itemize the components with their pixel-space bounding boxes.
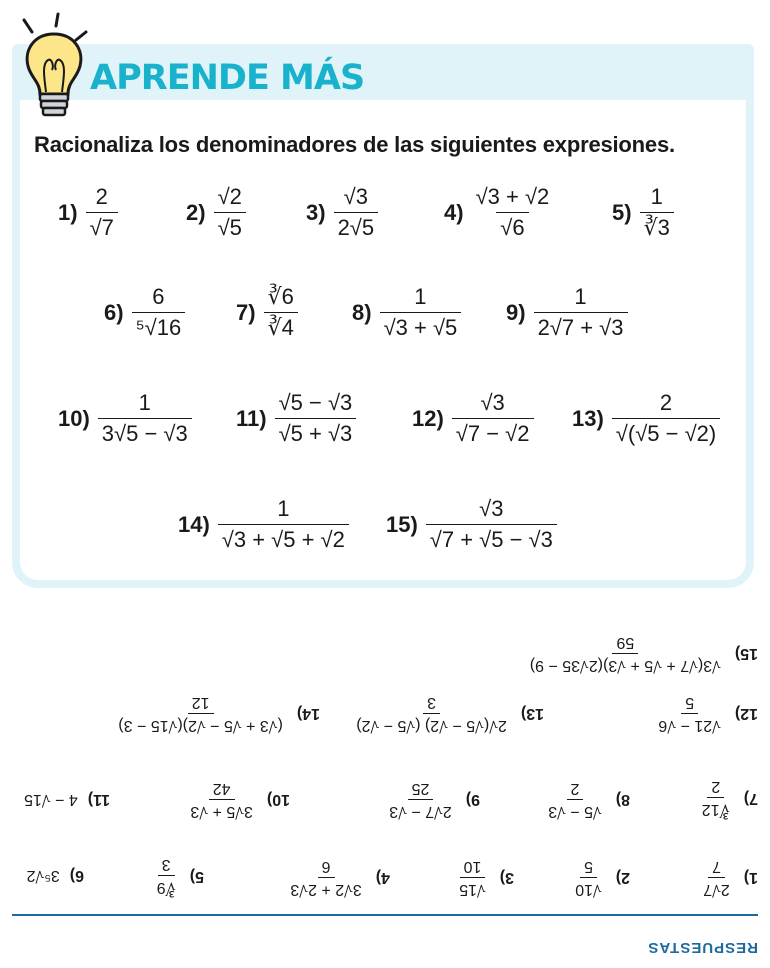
numerator: √3 <box>343 184 368 209</box>
denominator: √5 <box>214 212 246 241</box>
numerator: ∛6 <box>267 284 294 309</box>
fraction <box>98 390 192 447</box>
exercise-number: 9) <box>506 299 526 325</box>
numerator: √3 + √2 <box>475 184 550 209</box>
answer-9 <box>385 779 480 820</box>
exercise-4 <box>444 184 553 241</box>
fraction <box>534 284 628 341</box>
denominator: 25 <box>408 779 434 800</box>
fraction <box>654 693 725 734</box>
numerator: (√3 + √5 − √2)(√15 − 3) <box>118 717 283 734</box>
answer-number: 6) <box>69 867 84 884</box>
exercise-3 <box>306 184 378 241</box>
answer-6 <box>27 866 84 884</box>
numerator: 1 <box>650 184 663 209</box>
denominator: 5 <box>681 693 698 714</box>
answer-number: 14) <box>296 705 320 723</box>
denominator: √6 <box>496 212 528 241</box>
denominator: √3 + √5 + √2 <box>218 524 349 553</box>
numerator: √10 <box>575 881 602 898</box>
exercise-number: 1) <box>58 199 78 225</box>
answer-1 <box>699 857 758 898</box>
numerator: 2√7 <box>703 881 730 898</box>
fraction <box>426 496 557 553</box>
answer-10 <box>186 779 290 820</box>
numerator: 2√(√5 − √2) (√5 − √2) <box>356 717 507 734</box>
answer-14 <box>114 693 320 734</box>
denominator: √7 + √5 − √3 <box>426 524 557 553</box>
fraction <box>86 184 118 241</box>
answer-5 <box>153 855 204 898</box>
answer-number: 12) <box>734 705 758 723</box>
exercise-15 <box>386 496 557 553</box>
answer-number: 10) <box>266 791 290 809</box>
denominator: √7 <box>86 212 118 241</box>
numerator: √3 <box>480 390 505 415</box>
exercise-number: 12) <box>412 405 444 431</box>
answer-number: 2) <box>615 869 630 887</box>
instruction-text: Racionaliza los denominadores de las siguientes expresiones. <box>34 132 675 157</box>
answer-number: 3) <box>499 869 514 887</box>
answer-8 <box>544 779 630 820</box>
exercise-12 <box>412 390 534 447</box>
answer-number: 5) <box>189 868 204 886</box>
fraction <box>544 779 606 820</box>
answer-3 <box>455 857 514 898</box>
lightbulb-icon <box>14 12 94 122</box>
answer-4 <box>286 857 390 898</box>
numerator: 2√7 − √3 <box>389 803 452 820</box>
exercise-number: 14) <box>178 511 210 537</box>
numerator: 2 <box>95 184 108 209</box>
answer-2 <box>571 857 630 898</box>
denominator: ∛4 <box>264 312 298 341</box>
answer-number: 7) <box>743 790 758 808</box>
fraction <box>385 779 456 820</box>
denominator: 6 <box>318 857 335 878</box>
exercise-2 <box>186 184 246 241</box>
denominator: √(√5 − √2) <box>612 418 720 447</box>
fraction <box>264 284 298 341</box>
exercise-5 <box>612 184 674 241</box>
answer-7 <box>698 777 758 820</box>
denominator: √5 + √3 <box>275 418 357 447</box>
exercise-number: 3) <box>306 199 326 225</box>
exercise-number: 11) <box>236 405 267 431</box>
answer-12 <box>654 693 758 734</box>
denominator: 42 <box>209 779 235 800</box>
answer-value: 4 − √15 <box>24 791 78 808</box>
exercise-number: 6) <box>104 299 124 325</box>
exercise-number: 5) <box>612 199 632 225</box>
exercise-6 <box>104 284 185 341</box>
denominator: ∛3 <box>640 212 674 241</box>
exercise-number: 2) <box>186 199 206 225</box>
exercise-number: 10) <box>58 405 90 431</box>
exercise-7 <box>236 284 298 341</box>
numerator: 3√5 + √3 <box>190 803 253 820</box>
numerator: 1 <box>414 284 427 309</box>
answer-13 <box>352 693 544 734</box>
numerator: 6 <box>152 284 165 309</box>
fraction <box>640 184 674 241</box>
fraction <box>699 857 734 898</box>
answer-number: 1) <box>743 869 758 887</box>
fraction <box>186 779 257 820</box>
fraction <box>452 390 534 447</box>
exercise-number: 15) <box>386 511 418 537</box>
fraction <box>132 284 186 341</box>
exercise-11 <box>236 390 356 447</box>
exercise-9 <box>506 284 628 341</box>
answers-section <box>0 600 770 968</box>
fraction <box>380 284 462 341</box>
numerator: √15 <box>459 881 486 898</box>
denominator: 2√7 + √3 <box>534 312 628 341</box>
answer-15 <box>526 633 758 674</box>
denominator: ⁵√16 <box>132 312 186 341</box>
fraction <box>526 633 725 674</box>
answer-number: 9) <box>465 791 480 809</box>
answers-divider <box>12 914 758 916</box>
numerator: √5 − √3 <box>278 390 353 415</box>
answer-number: 8) <box>615 791 630 809</box>
answers-title: RESPUESTAS <box>647 939 758 956</box>
numerator: 3√2 + 2√3 <box>290 881 362 898</box>
numerator: √2 <box>217 184 242 209</box>
numerator: √3 <box>479 496 504 521</box>
numerator: 1 <box>277 496 290 521</box>
denominator: 2 <box>567 779 584 800</box>
numerator: ∛9 <box>156 879 176 896</box>
fraction <box>472 184 554 241</box>
denominator: 59 <box>612 633 638 654</box>
exercise-number: 8) <box>352 299 372 325</box>
denominator: 7 <box>708 857 725 878</box>
exercise-13 <box>572 390 720 447</box>
numerator: √3(√7 + √5 + √3)(2√35 − 9) <box>529 657 721 674</box>
exercise-number: 7) <box>236 299 256 325</box>
answer-value: 3⁵√2 <box>26 867 60 884</box>
numerator: 1 <box>138 390 151 415</box>
fraction <box>352 693 511 734</box>
fraction <box>698 777 734 820</box>
answer-11 <box>24 790 110 808</box>
numerator: √21 − √6 <box>658 717 721 734</box>
fraction <box>214 184 246 241</box>
denominator: 3 <box>423 693 440 714</box>
fraction <box>286 857 365 898</box>
page-title: APRENDE MÁS <box>90 58 365 98</box>
fraction <box>571 857 606 898</box>
exercise-8 <box>352 284 461 341</box>
numerator: ∛12 <box>701 801 730 818</box>
exercise-card <box>12 100 754 588</box>
denominator: 5 <box>580 857 597 878</box>
exercise-number: 13) <box>572 405 604 431</box>
denominator: 2√5 <box>334 212 379 241</box>
fraction <box>218 496 349 553</box>
fraction <box>114 693 287 734</box>
numerator: 1 <box>574 284 587 309</box>
answer-number: 13) <box>520 705 544 723</box>
answer-number: 11) <box>87 791 110 808</box>
fraction <box>153 855 180 898</box>
exercise-1 <box>58 184 118 241</box>
denominator: √3 + √5 <box>380 312 462 341</box>
denominator: 12 <box>188 693 214 714</box>
fraction <box>612 390 720 447</box>
denominator: 2 <box>707 777 724 798</box>
fraction <box>275 390 357 447</box>
denominator: √7 − √2 <box>452 418 534 447</box>
answer-number: 4) <box>375 869 390 887</box>
denominator: 10 <box>460 857 486 878</box>
fraction <box>455 857 490 898</box>
fraction <box>334 184 379 241</box>
exercise-10 <box>58 390 192 447</box>
exercise-14 <box>178 496 349 553</box>
denominator: 3 <box>158 855 175 876</box>
exercise-number: 4) <box>444 199 464 225</box>
numerator: √5 − √3 <box>548 803 602 820</box>
denominator: 3√5 − √3 <box>98 418 192 447</box>
answer-number: 15) <box>734 645 758 663</box>
numerator: 2 <box>659 390 673 415</box>
